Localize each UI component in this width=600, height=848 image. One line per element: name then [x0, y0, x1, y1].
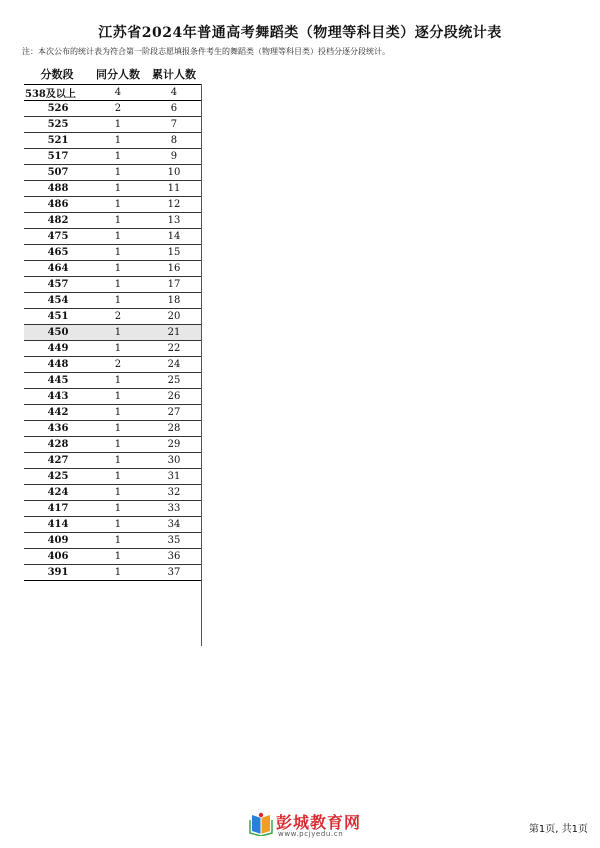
- cell-score-range: 454: [24, 293, 90, 309]
- cell-same-score-count: 1: [90, 517, 146, 533]
- table-right-border: [201, 84, 202, 646]
- table-row: [24, 117, 202, 133]
- cell-same-score-count: 4: [90, 85, 146, 101]
- cell-score-range: 448: [24, 357, 90, 373]
- cell-same-score-count: 1: [90, 453, 146, 469]
- cell-same-score-count: 1: [90, 261, 146, 277]
- cell-same-score-count: 1: [90, 501, 146, 517]
- cell-same-score-count: 1: [90, 341, 146, 357]
- cell-same-score-count: 1: [90, 197, 146, 213]
- cell-score-range: 424: [24, 485, 90, 501]
- table-row: [24, 453, 202, 469]
- table-row: [24, 133, 202, 149]
- cell-cumulative-count: 27: [146, 405, 202, 421]
- cell-same-score-count: 1: [90, 325, 146, 341]
- header-score-range: 分数段: [24, 64, 90, 85]
- cell-cumulative-count: 36: [146, 549, 202, 565]
- table-row: [24, 261, 202, 277]
- logo-text: 彭城教育网: [276, 813, 362, 832]
- cell-score-range: 414: [24, 517, 90, 533]
- table-row: [24, 149, 202, 165]
- cell-score-range: 425: [24, 469, 90, 485]
- table-row: [24, 501, 202, 517]
- cell-same-score-count: 1: [90, 469, 146, 485]
- cell-cumulative-count: 15: [146, 245, 202, 261]
- cell-same-score-count: 1: [90, 213, 146, 229]
- cell-cumulative-count: 32: [146, 485, 202, 501]
- cell-cumulative-count: 21: [146, 325, 202, 341]
- cell-same-score-count: 1: [90, 549, 146, 565]
- table-row: [24, 533, 202, 549]
- cell-cumulative-count: 34: [146, 517, 202, 533]
- cell-cumulative-count: 30: [146, 453, 202, 469]
- cell-same-score-count: 1: [90, 133, 146, 149]
- cell-same-score-count: 1: [90, 277, 146, 293]
- cell-cumulative-count: 22: [146, 341, 202, 357]
- table-row: [24, 405, 202, 421]
- table-row: [24, 485, 202, 501]
- cell-cumulative-count: 14: [146, 229, 202, 245]
- cell-cumulative-count: 18: [146, 293, 202, 309]
- table-row: [24, 325, 202, 341]
- cell-cumulative-count: 4: [146, 85, 202, 101]
- cell-score-range: 450: [24, 325, 90, 341]
- cell-same-score-count: 2: [90, 309, 146, 325]
- cell-cumulative-count: 8: [146, 133, 202, 149]
- table-row: [24, 85, 202, 101]
- cell-cumulative-count: 11: [146, 181, 202, 197]
- cell-score-range: 517: [24, 149, 90, 165]
- cell-same-score-count: 1: [90, 149, 146, 165]
- cell-score-range: 445: [24, 373, 90, 389]
- table-row: [24, 549, 202, 565]
- cell-same-score-count: 1: [90, 533, 146, 549]
- cell-same-score-count: 1: [90, 389, 146, 405]
- cell-same-score-count: 1: [90, 165, 146, 181]
- cell-score-range: 488: [24, 181, 90, 197]
- cell-cumulative-count: 16: [146, 261, 202, 277]
- cell-same-score-count: 1: [90, 421, 146, 437]
- cell-cumulative-count: 12: [146, 197, 202, 213]
- table-header-row: [24, 64, 202, 85]
- cell-same-score-count: 2: [90, 101, 146, 117]
- book-logo-icon: [248, 812, 274, 836]
- table-row: [24, 181, 202, 197]
- cell-score-range: 526: [24, 101, 90, 117]
- table-row: [24, 469, 202, 485]
- logo-url: www.pcjyedu.cn: [278, 830, 344, 838]
- table-body: [24, 85, 202, 581]
- table-row: [24, 197, 202, 213]
- cell-cumulative-count: 13: [146, 213, 202, 229]
- cell-score-range: 538及以上: [24, 85, 90, 101]
- cell-cumulative-count: 37: [146, 565, 202, 581]
- cell-cumulative-count: 9: [146, 149, 202, 165]
- table-row: [24, 245, 202, 261]
- cell-same-score-count: 1: [90, 405, 146, 421]
- header-same-score-count: 同分人数: [90, 64, 146, 85]
- cell-score-range: 464: [24, 261, 90, 277]
- cell-score-range: 486: [24, 197, 90, 213]
- table-note: 注：本次公布的统计表为符合第一阶段志愿填报条件考生的舞蹈类（物理等科目类）投档分逐分段统计。: [22, 47, 390, 56]
- table-row: [24, 373, 202, 389]
- cell-same-score-count: 2: [90, 357, 146, 373]
- cell-score-range: 449: [24, 341, 90, 357]
- cell-cumulative-count: 10: [146, 165, 202, 181]
- page-number: 第1页, 共1页: [528, 824, 588, 835]
- table-row: [24, 437, 202, 453]
- table-row: [24, 293, 202, 309]
- table-row: [24, 165, 202, 181]
- cell-score-range: 406: [24, 549, 90, 565]
- cell-score-range: 427: [24, 453, 90, 469]
- cell-score-range: 457: [24, 277, 90, 293]
- cell-cumulative-count: 35: [146, 533, 202, 549]
- cell-same-score-count: 1: [90, 437, 146, 453]
- cell-cumulative-count: 28: [146, 421, 202, 437]
- cell-cumulative-count: 6: [146, 101, 202, 117]
- cell-cumulative-count: 7: [146, 117, 202, 133]
- cell-score-range: 482: [24, 213, 90, 229]
- cell-same-score-count: 1: [90, 485, 146, 501]
- cell-same-score-count: 1: [90, 229, 146, 245]
- cell-score-range: 409: [24, 533, 90, 549]
- cell-score-range: 391: [24, 565, 90, 581]
- cell-score-range: 525: [24, 117, 90, 133]
- cell-score-range: 475: [24, 229, 90, 245]
- cell-cumulative-count: 31: [146, 469, 202, 485]
- cell-cumulative-count: 26: [146, 389, 202, 405]
- cell-score-range: 521: [24, 133, 90, 149]
- table-row: [24, 389, 202, 405]
- table-row: [24, 229, 202, 245]
- table-row: [24, 357, 202, 373]
- cell-cumulative-count: 25: [146, 373, 202, 389]
- cell-same-score-count: 1: [90, 373, 146, 389]
- site-logo[interactable]: [248, 810, 388, 840]
- cell-score-range: 507: [24, 165, 90, 181]
- header-cumulative-count: 累计人数: [146, 64, 202, 85]
- cell-score-range: 442: [24, 405, 90, 421]
- cell-score-range: 465: [24, 245, 90, 261]
- table-row: [24, 421, 202, 437]
- table-row: [24, 213, 202, 229]
- cell-same-score-count: 1: [90, 245, 146, 261]
- cell-cumulative-count: 17: [146, 277, 202, 293]
- page-title: 江苏省2024年普通高考舞蹈类（物理等科目类）逐分段统计表: [98, 25, 502, 41]
- cell-cumulative-count: 29: [146, 437, 202, 453]
- cell-same-score-count: 1: [90, 293, 146, 309]
- table-row: [24, 341, 202, 357]
- cell-same-score-count: 1: [90, 117, 146, 133]
- cell-score-range: 436: [24, 421, 90, 437]
- table-row: [24, 101, 202, 117]
- table-row: [24, 517, 202, 533]
- table-row: [24, 277, 202, 293]
- cell-score-range: 451: [24, 309, 90, 325]
- cell-cumulative-count: 20: [146, 309, 202, 325]
- cell-cumulative-count: 33: [146, 501, 202, 517]
- cell-same-score-count: 1: [90, 181, 146, 197]
- table-row: [24, 565, 202, 581]
- cell-score-range: 443: [24, 389, 90, 405]
- cell-score-range: 428: [24, 437, 90, 453]
- score-table: [24, 64, 202, 581]
- table-row: [24, 309, 202, 325]
- cell-score-range: 417: [24, 501, 90, 517]
- cell-same-score-count: 1: [90, 565, 146, 581]
- cell-cumulative-count: 24: [146, 357, 202, 373]
